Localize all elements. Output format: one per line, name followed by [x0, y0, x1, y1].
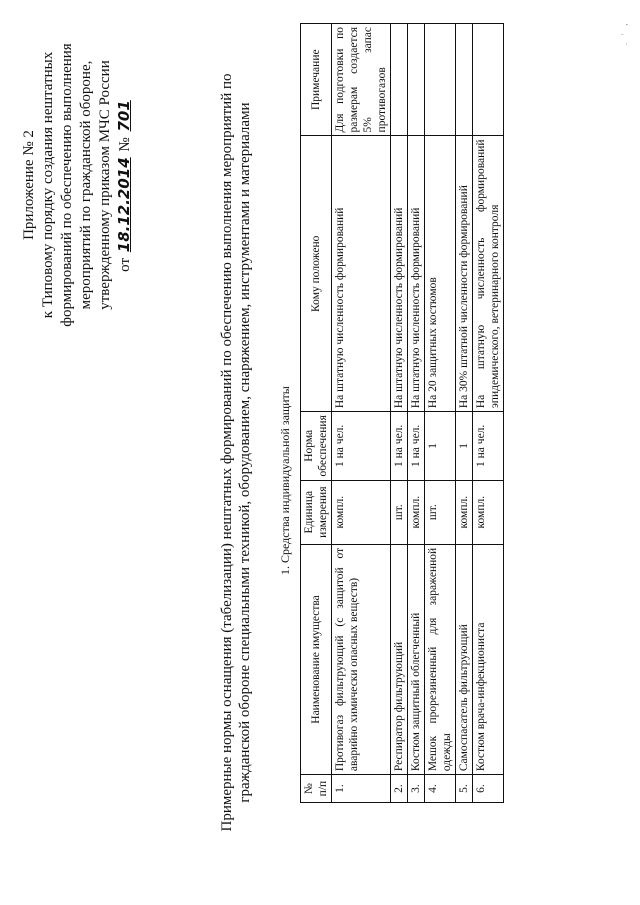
- table-row: [391, 24, 408, 803]
- cell-unit: компл.: [408, 480, 425, 544]
- cell-number: 3.: [408, 775, 425, 803]
- cell-number: 4.: [425, 775, 456, 803]
- cell-who: На штатную численность формирований эпидемического, ветеринарного контроля: [473, 136, 504, 412]
- cell-name: Мешок прорезиненный для зараженной одежды: [425, 544, 456, 774]
- handwritten-number: 701: [115, 100, 133, 132]
- date-prefix: от: [117, 257, 133, 272]
- scan-specks: . ' ,: [620, 20, 629, 45]
- annex-line: формирований по обеспечению выполнения: [59, 43, 75, 327]
- section-heading: 1. Средства индивидуальной защиты: [278, 386, 292, 575]
- handwritten-date: 18.12.2014: [115, 157, 133, 253]
- cell-number: 1.: [332, 775, 391, 803]
- cell-note: Для подготовки по размерам создается 5% запас противогазов: [332, 24, 391, 136]
- cell-norm: 1: [456, 412, 473, 480]
- annex-line: к Типовому порядку создания нештатных: [40, 51, 56, 319]
- cell-norm: 1 на чел.: [473, 412, 504, 480]
- header-norm: Норма обеспечения: [301, 412, 332, 480]
- cell-name: Респиратор фильтрующий: [391, 544, 408, 774]
- cell-unit: компл.: [456, 480, 473, 544]
- cell-name: Самоспасатель фильтрующий: [456, 544, 473, 774]
- cell-number: 2.: [391, 775, 408, 803]
- header-note: Примечание: [301, 24, 332, 136]
- cell-who: На 30% штатной численности формирований: [456, 136, 473, 412]
- number-prefix: №: [117, 137, 133, 152]
- annex-date-line: [115, 98, 135, 272]
- table-header-row: [301, 24, 332, 803]
- cell-norm: 1 на чел.: [332, 412, 391, 480]
- cell-unit: компл.: [332, 480, 391, 544]
- cell-who: На 20 защитных костюмов: [425, 136, 456, 412]
- cell-note: [425, 24, 456, 136]
- header-number: № п/п: [301, 775, 332, 803]
- table-row: [425, 24, 456, 803]
- table-row: [473, 24, 504, 803]
- table-row: [456, 24, 473, 803]
- cell-name: Костюм защитный облегченный: [408, 544, 425, 774]
- norms-table: [300, 23, 504, 803]
- cell-name: Костюм врача-инфекциониста: [473, 544, 504, 774]
- cell-norm: 1 на чел.: [391, 412, 408, 480]
- cell-note: [408, 24, 425, 136]
- cell-unit: шт.: [425, 480, 456, 544]
- cell-note: [456, 24, 473, 136]
- header-who: Кому положено: [301, 136, 332, 412]
- document-title: [218, 10, 254, 895]
- annex-line: мероприятий по гражданской обороне,: [78, 60, 94, 310]
- annex-title: Приложение № 2: [21, 130, 37, 240]
- cell-note: [473, 24, 504, 136]
- cell-note: [391, 24, 408, 136]
- table-row: [332, 24, 391, 803]
- cell-number: 6.: [473, 775, 504, 803]
- header-unit: Единица измерения: [301, 480, 332, 544]
- cell-unit: шт.: [391, 480, 408, 544]
- annex-header: [20, 25, 135, 345]
- cell-unit: компл.: [473, 480, 504, 544]
- cell-name: Противогаз фильтрующий (с защитой от аварийно химически опасных веществ): [332, 544, 391, 774]
- cell-norm: 1: [425, 412, 456, 480]
- title-line-1: Примерные нормы оснащения (табелизации) нештатных формирований по обеспечению выполнения мероприятий по: [219, 73, 235, 832]
- cell-who: На штатную численность формирований: [332, 136, 391, 412]
- annex-line: утвержденному приказом МЧС России: [97, 60, 113, 310]
- cell-norm: 1 на чел.: [408, 412, 425, 480]
- title-line-2: гражданской обороне специальными техникой, оборудованием, снаряжением, инструментами и материалами: [237, 102, 253, 803]
- cell-who: На штатную численность формирований: [391, 136, 408, 412]
- table-row: [408, 24, 425, 803]
- cell-who: На штатную численность формирований: [408, 136, 425, 412]
- cell-number: 5.: [456, 775, 473, 803]
- header-name: Наименование имущества: [301, 544, 332, 774]
